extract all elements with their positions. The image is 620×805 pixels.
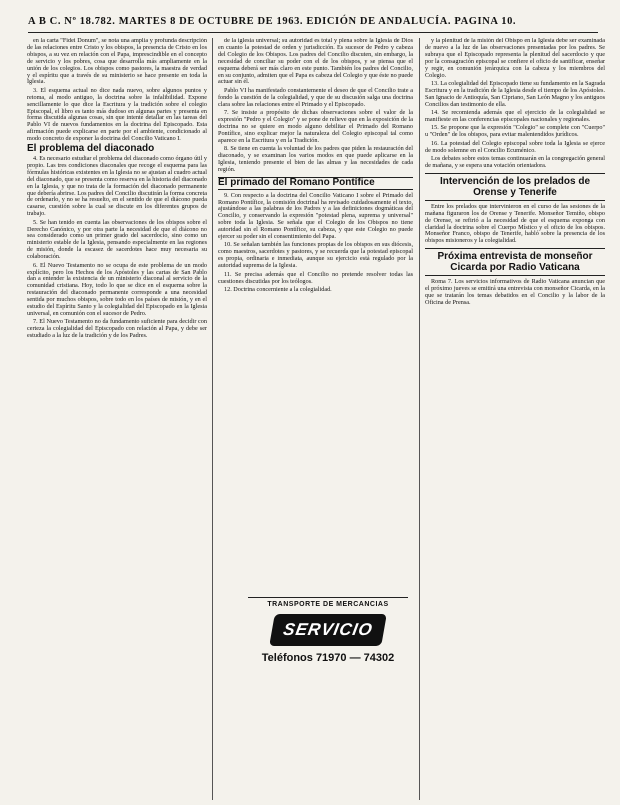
paragraph: 4. Es necesario estudiar el problema del diaconado como órgano útil y propio. Las tres condiciones diaconales que recoge el esquema para las fórmulas históricas existentes en la Iglesia no se ajustan al cuadro actual del diaconado, que se presenta como reserva en la historia del diaconado en la Iglesia, y que no trata de la formación del diaconado permanente que debería abrirse. Los padres del Concilio discutirán la forma concreta de ordenarlo, y no se ha resuelto, en el sentido de que el diácono pueda casarse, cuestión sobre la cual se discute en los diferentes grupos de trabajo. [27,155,207,218]
column-center [218,38,413,583]
column-left [27,38,207,800]
paragraph: 8. Se tiene en cuenta la voluntad de los padres que piden la restauración del diaconado, y se examinan los varios modos en que puede aplicarse en la Iglesia, teniendo presente el bien de las almas y las necesidades de cada región. [218,145,413,173]
ad-phone: Teléfonos 71970 — 74302 [261,652,395,664]
paragraph: en la carta "Fidei Donum", se nota una amplia y profunda descripción de las relaciones entre Cristo y los obispos, la presencia de Cristo en los obispos, a su vez en relación con el Papa, imprescindible en el concepto de servicio y los pobres, cosa que desarrolla más ampliamente en la unión de los colegios. Los obispos como pastores, la maestra de verdad y el espíritu que a través de su ministerio se hace presente en toda la Iglesia. [27,38,207,86]
paragraph: 13. La colegialidad del Episcopado tiene su fundamento en la Sagrada Escritura y en la tradición de la Iglesia desde el tiempo de los Apóstoles. San Ignacio de Antioquía, San Cipriano, San León Magno y los antiguos Concilios dan testimonio de ella. [425,79,605,108]
advertisement [248,597,408,732]
paragraph: Roma 7. Los servicios informativos de Radio Vaticana anuncian que el próximo jueves se emitirá una entrevista con monseñor Cicarda, en la que se tratarán los temas debatidos en el Concilio y la labor de la Oficina de Prensa. [425,278,605,306]
paragraph: 10. Se señalan también las funciones propias de los obispos en sus diócesis, como maestros, sacerdotes y pastores, y se recuerda que la potestad episcopal es propia, ordinaria e inmediata, aunque su ejercicio está regulado por la autoridad suprema de la Iglesia. [218,241,413,270]
paragraph: 3. El esquema actual no dice nada nuevo, sobre algunos puntos y retoma, al modo antiguo, la doctrina sobre la infalibilidad. Expone sencillamente lo que dice la Escritura y la tradición sobre el colegio Episcopal, el libro es tanto más dudoso en algunas partes y presenta en forma discutida algunas cosas, sin que intente detallar en las tareas del Pablo VI de nuevos fundamentos en la doctrina del Episcopado. Esta afirmación puede explicarse en parte por el ambiente, condicionado al modo concreto de exponer la doctrina del Concilio Vaticano I. [27,86,207,143]
ad-title: TRANSPORTE DE MERCANCIAS [267,601,389,608]
paragraph: 16. La potestad del Colegio episcopal sobre toda la Iglesia se ejerce de modo solemne en el Concilio Ecuménico. [425,139,605,154]
section-heading: Próxima entrevista de monseñor Cicarda por Radio Vaticana [425,248,605,276]
column-divider [212,38,213,800]
paragraph: Pablo VI ha manifestado constantemente el deseo de que el Concilio trate a fondo la cuestión de la colegialidad, y que de su discusión salga una doctrina clara sobre las relaciones entre el Primado y el Episcopado. [218,86,413,108]
section-heading: Intervención de los prelados de Orense y Tenerife [425,173,605,201]
ad-logo: SERVICIO [269,614,387,646]
paragraph: 5. Se han tenido en cuenta las observaciones de los obispos sobre el Derecho Canónico, y por otra parte la necesidad de que el diácono no sea considerado como un primer grado del sacerdocio, sino como un ministerio estable de la Iglesia, pensando especialmente en las regiones de misión, donde la escasez de sacerdotes hace muy necesaria su colaboración. [27,218,207,261]
section-heading: El problema del diaconado [27,143,155,155]
paragraph: 15. Se propone que la expresión "Colegio" se complete con "Cuerpo" u "Orden" de los obispos, para evitar malentendidos jurídicos. [425,124,605,139]
paragraph: y la plenitud de la misión del Obispo en la Iglesia debe ser examinada de nuevo a la luz de las observaciones presentadas por los padres. Se subraya que el Episcopado representa la plenitud del sacerdocio y que por la consagración episcopal se confiere el oficio de santificar, enseñar y regir, en comunión jerárquica con la cabeza y los miembros del Colegio. [425,38,605,79]
page-header: A B C. Nº 18.782. MARTES 8 DE OCTUBRE DE 1963. EDICIÓN DE ANDALUCÍA. PAGINA 10. [28,16,598,33]
paragraph: 12. Doctrina concerniente a la colegialidad. [224,285,332,293]
paragraph: 6. El Nuevo Testamento no se ocupa de este problema de un modo explícito, pero los Hechos de los Apóstoles y las cartas de San Pablo dan a entender la existencia de un ministerio diaconal al servicio de la comunidad cristiana. Hoy, todo lo que se dice en el esquema sobre la restauración del diaconado permanente corresponde a una necesidad sentida por muchos obispos, sobre todo en los países de misión, y en el estudio del Espíritu Santo y la colegialidad del Episcopado en la Iglesia universal, en comunión con el sucesor de Pedro. [27,261,207,317]
section-heading: El primado del Romano Pontífice [218,177,413,190]
column-right [425,38,605,800]
column-divider [419,38,420,800]
paragraph: 7. El Nuevo Testamento no da fundamento suficiente para decidir con certeza la colegialidad del Episcopado con relación al Papa, y debe ser estudiado a la luz de la tradición y de los Padres. [27,318,207,340]
paragraph: Entre los prelados que intervinieron en el curso de las sesiones de la mañana figuraron los de Orense y Tenerife. Monseñor Temiño, obispo de Orense, se refirió a la necesidad de que el esquema exponga con claridad la doctrina sobre el Cuerpo Místico y el oficio de los obispos. Monseñor Franco, obispo de Tenerife, habló sobre la presencia de los obispos misioneros y la colegialidad. [425,202,605,245]
paragraph: Los debates sobre estos temas continuarán en la congregación general de mañana, y se espera una votación orientadora. [425,155,605,169]
paragraph: 7. Se insiste a propósito de dichas observaciones sobre el valor de la expresión "Pedro y el Colegio" y se pone de relieve que en la exposición de la doctrina no se quiere en modo alguno debilitar el Primado del Romano Pontífice, sino explicar mejor la naturaleza del Colegio episcopal tal como aparece en la Escritura y en la Tradición. [218,109,413,144]
paragraph: 11. Se precisa además que el Concilio no pretende resolver todas las cuestiones discutidas por los teólogos. [218,270,413,285]
paragraph: 14. Se recomienda además que el ejercicio de la colegialidad se manifieste en las conferencias episcopales nacionales y regionales. [425,109,605,123]
paragraph: 9. Con respecto a la doctrina del Concilio Vaticano I sobre el Primado del Romano Pontífice, la comisión doctrinal ha revisado cuidadosamente el texto, ajustándose a las palabras de los Padres y a las definiciones dogmáticas del Concilio, y conservando la expresión "potestad plena, suprema y universal" sobre toda la Iglesia. Se señala que el Colegio de los Obispos no tiene autoridad sin el Romano Pontífice, su cabeza, y que este Colegio no puede ejercer su poder sin el consentimiento del Papa. [218,191,413,241]
paragraph: de la iglesia universal; su autoridad es total y plena sobre la Iglesia de Dios en cuanto la potestad de orden y jurisdicción. Es sucesor de Pedro y cabeza del Colegio de los Obispos. Los padres del Concilio discuten, sin embargo, la necesidad de conciliar su poder con el de los obispos, y se piensa que el esquema deberá ser más claro en este punto. También los padres del Concilio, en su conjunto, admiten que el Papa es cabeza del Colegio y que éste no puede actuar sin él. [218,38,413,86]
